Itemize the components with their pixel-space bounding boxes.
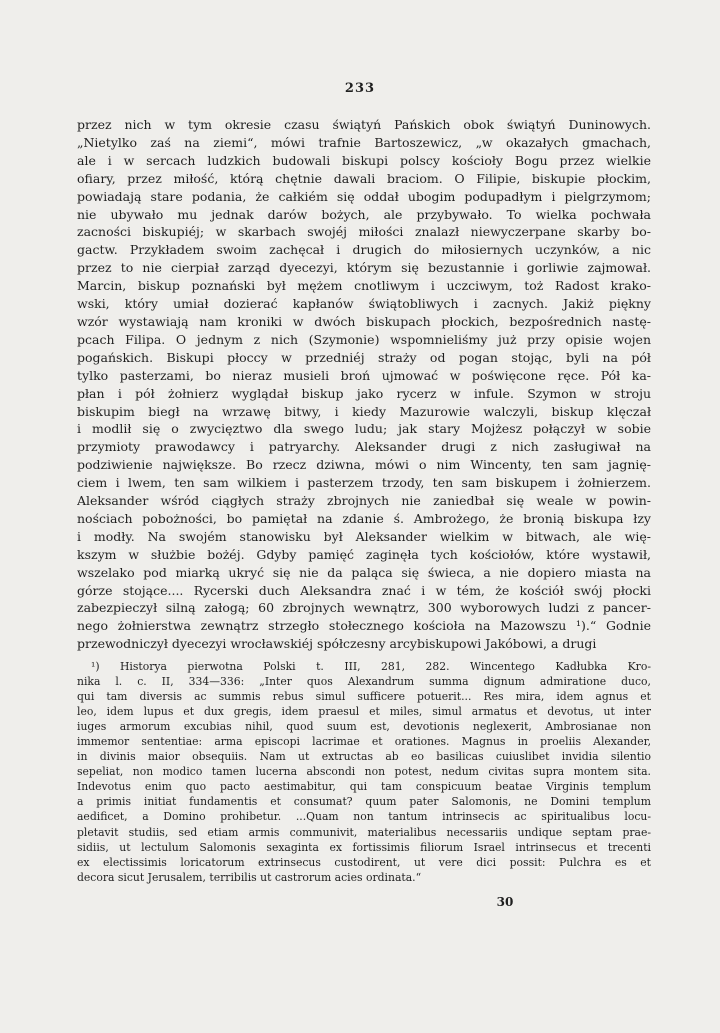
footnote-line: decora sicut Jerusalem, terribilis ut castrorum acies ordinata.“ (77, 870, 422, 884)
text-line: podziwienie największe. Bo rzecz dziwna, mówi o nim Wincenty, ten sam jagnię- (77, 457, 651, 473)
footnote-line: nika l. c. II, 334—336: „Inter quos Alexandrum summa dignum admiratione duco, (77, 675, 651, 689)
text-line: Marcin, biskup poznański był mężem cnotliwym i uczciwym, toż Radost krako- (77, 278, 651, 294)
text-line: wski, który umiał dozierać kapłanów świątobliwych i zacnych. Jakiż piękny (77, 296, 651, 312)
text-line: górze stojące.... Rycerski duch Aleksandra znać i w tém, że kościół swój płocki (77, 582, 651, 598)
text-line: i modły. Na swojém stanowisku był Aleksander wielkim w bitwach, ale wię- (77, 528, 651, 544)
page-number: 233 (344, 81, 376, 96)
footnote-line: leo, idem lupus et dux gregis, idem praesul et miles, simul armatus et devotus, ut inter (77, 705, 651, 719)
text-line: powiadają stare podania, że całkiém się oddał ubogim podupadłym i pielgrzymom; (77, 188, 651, 204)
footnote-line: sidiis, ut lectulum Salomonis sexaginta ex fortissimis filiorum Israel intrinsecus et trecenti (77, 840, 651, 854)
text-line: pogańskich. Biskupi płoccy w przedniéj straży od pogan stojąc, byli na pół (77, 349, 651, 365)
text-line: przez to nie cierpiał zarząd dyecezyi, którym się bezustannie i gorliwie zajmował. (77, 260, 651, 276)
text-line: przymioty prawodawcy i patryarchy. Aleksander drugi z nich zasługiwał na (77, 439, 651, 455)
footnote-line: a primis initiat fundamentis et consumat? quum pater Salomonis, ne Domini templum (77, 795, 651, 809)
text-line: ofiary, przez miłość, którą chętnie dawali braciom. O Filipie, biskupie płockim, (77, 170, 651, 186)
footnote-line: ¹) Historya pierwotna Polski t. III, 281, 282. Wincentego Kadłubka Kro- (91, 660, 651, 673)
text-line: przewodniczył dyecezyi wrocławskiéj spółczesny arcybiskupowi Jakóbowi, a drugi (77, 636, 597, 652)
footnote-line: in divinis maior obsequiis. Nam ut extructas ab eo basilicas cuiuslibet invidia silentio (77, 750, 651, 764)
footnote-line: sepeliat, non modico tamen lucerna abscondi non potest, nedum civitas supra montem sita. (77, 765, 651, 779)
footnote-line: aedificet, a Domino prohibetur. ...Quam non tantum intrinsecis ac spiritualibus locu- (77, 810, 651, 824)
text-line: tylko pasterzami, bo nieraz musieli broń ujmować w poświęcone ręce. Pół ka- (77, 367, 651, 383)
text-line: płan i pół żołnierz wyglądał biskup jako rycerz w infule. Szymon w stroju (77, 385, 651, 401)
main-text (77, 116, 651, 653)
text-line: i modlił się o zwycięztwo dla swego ludu; jak stary Mojżesz połączył w sobie (77, 421, 651, 437)
footnote-line: Indevotus enim quo pacto aestimabitur, qui tam conspicuum beatae Virginis templum (77, 780, 651, 794)
text-line: kszym w służbie bożéj. Gdyby pamięć zaginęła tych kościołów, które wystawił, (77, 546, 651, 562)
text-line: wszelako pod miarką ukryć się nie da paląca się świeca, a nie dopiero miasta na (77, 564, 651, 580)
text-line: „Nietylko zaś na ziemi“, mówi trafnie Bartoszewicz, „w okazałych gmachach, (77, 134, 651, 150)
text-line: wzór wystawiają nam kroniki w dwóch biskupach płockich, bezpośrednich nastę- (77, 313, 651, 329)
text-line: nie ubywało mu jednak darów bożych, ale przybywało. To wielka pochwała (77, 206, 651, 222)
footnote-line: pletavit studiis, sed etiam armis communivit, materialibus necessariis undique septam prae- (77, 825, 651, 839)
footnote-line: iuges armorum excubias nihil, quod suum est, devotionis neglexerit, Ambrosianae non (77, 720, 651, 734)
text-line: zabezpieczył silną załogą; 60 zbrojnych wewnątrz, 300 wyborowych ludzi z pancer- (77, 600, 651, 616)
signature-mark: 30 (496, 895, 514, 909)
text-line: ciem i lwem, ten sam wilkiem i pasterzem trzody, ten sam biskupem i żołnierzem. (77, 475, 651, 491)
text-line: ale i w sercach ludzkich budowali biskupi polscy kościoły Bogu przez wielkie (77, 152, 651, 168)
text-line: przez nich w tym okresie czasu świątyń Pańskich obok świątyń Duninowych. (77, 117, 651, 132)
text-line: zacności biskupiéj; w skarbach swojéj miłości znalazł niewyczerpane skarby bo- (77, 224, 651, 240)
footnotes (77, 659, 651, 885)
text-line: nościach pobożności, bo pamiętał na zdanie ś. Ambrożego, że bronią biskupa łzy (77, 510, 651, 526)
footnote-line: qui tam diversis ac summis rebus simul sufficere potuerit... Res mira, idem agnus et (77, 690, 651, 704)
text-line: Aleksander wśród ciągłych straży zbrojnych nie zaniedbał się weale w powin- (77, 493, 651, 509)
text-line: pcach Filipa. O jednym z nich (Szymonie) wspomnieliśmy już przy opisie wojen (77, 331, 651, 347)
footnote-line: ex electissimis loricatorum extrinsecus custodirent, ut vere dici possit: Pulchra es et (77, 855, 651, 869)
text-line: nego żołnierstwa zewnątrz strzegło stołecznego kościoła na Mazowszu ¹).“ Godnie (77, 618, 651, 634)
text-line: biskupim biegł na wrzawę bitwy, i kiedy Mazurowie walczyli, biskup klęczał (77, 403, 651, 419)
text-line: gactw. Przykładem swoim zachęcał i drugich do miłosiernych uczynków, a nic (77, 242, 651, 258)
footnote-line: immemor sententiae: arma episcopi lacrimae et orationes. Magnus in proeliis Alexander, (77, 735, 651, 749)
